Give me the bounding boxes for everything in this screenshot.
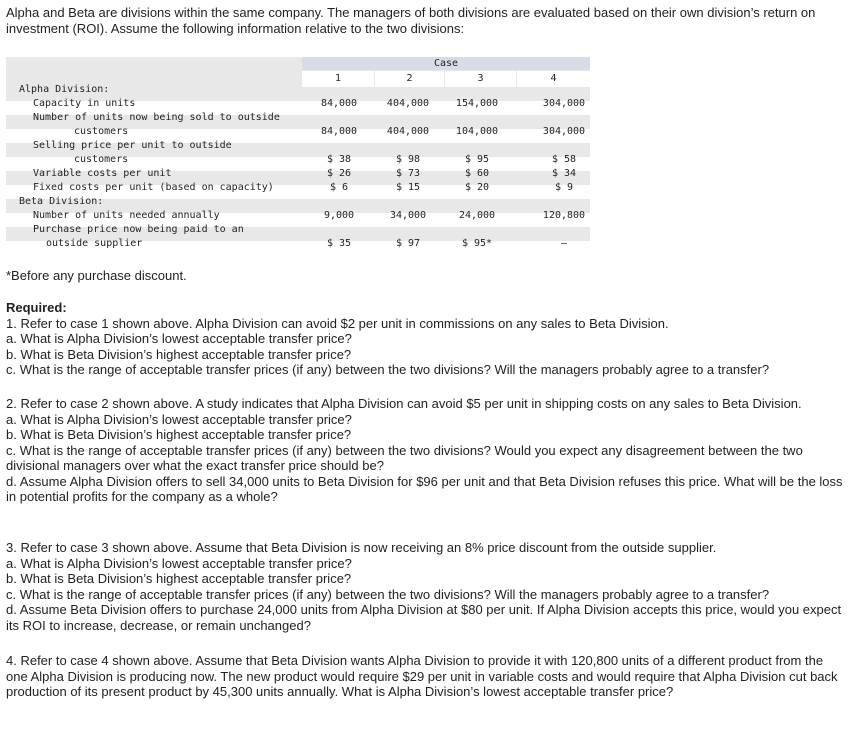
table-cell: 120,800 xyxy=(542,210,586,221)
question-text: 4. Refer to case 4 shown above. Assume that Beta Division wants Alpha Division to provide it with 120,800 units of a different product from the one Alpha Division is producing now. The new product would require $29 per unit in variable costs and would require that Alpha Division cut back production of its present product by 45,300 units annually. What is Alpha Division’s lowest acceptable transfer price? xyxy=(6,653,838,699)
data-table xyxy=(6,57,590,257)
intro-paragraph: Alpha and Beta are divisions within the same company. The managers of both divisions are evaluated based on their own division’s return on investment (ROI). Assume the following information relative to the two divisions: xyxy=(6,5,816,36)
row-label: outside supplier xyxy=(46,238,143,249)
table-cell: 304,000 xyxy=(542,98,586,109)
row-label: Number of units needed annually xyxy=(33,210,220,221)
footnote: *Before any purchase discount. xyxy=(6,268,187,283)
table-cell: $ 95 xyxy=(464,154,490,165)
table-cell: $ 34 xyxy=(551,168,577,179)
table-cell: $ 58 xyxy=(551,154,577,165)
required-section-4 xyxy=(6,653,848,700)
column-header: 1 xyxy=(302,71,374,87)
question-text: c. What is the range of acceptable transfer prices (if any) between the two divisions? Will the managers probably agree to a transfer? xyxy=(6,586,770,602)
question-text: b. What is Beta Division’s highest acceptable transfer price? xyxy=(6,427,352,442)
row-label: Selling price per unit to outside xyxy=(33,140,232,151)
beta-heading: Beta Division: xyxy=(19,196,104,207)
question-text: a. What is Alpha Division’s lowest acceptable transfer price? xyxy=(6,331,352,346)
question-text: 2. Refer to case 2 shown above. A study indicates that Alpha Division can avoid $5 per unit in shipping costs on any sales to Beta Division. xyxy=(6,396,802,411)
question-text: b. What is Beta Division’s highest acceptable transfer price? xyxy=(6,346,352,362)
row-label: Number of units now being sold to outside xyxy=(33,112,280,123)
row-label: Capacity in units xyxy=(33,98,136,109)
table-cell: $ 97 xyxy=(395,238,421,249)
question-text: c. What is the range of acceptable transfer prices (if any) between the two divisions? Will the managers probably agree to a transfer? xyxy=(6,362,770,377)
question-text: d. Assume Beta Division offers to purchase 24,000 units from Alpha Division at $80 per unit. If Alpha Division accepts this price, would you expect its ROI to increase, decrease, or remain unchanged? xyxy=(6,602,842,633)
table-cell: 304,000 xyxy=(542,126,586,137)
question-text: 1. Refer to case 1 shown above. Alpha Division can avoid $2 per unit in commissions on any sales to Beta Division. xyxy=(6,315,669,331)
table-cell: $ 20 xyxy=(464,182,490,193)
column-header: 2 xyxy=(375,71,444,87)
table-cell: 84,000 xyxy=(320,126,358,137)
table-cell: $ 73 xyxy=(395,168,421,179)
required-section-3 xyxy=(6,540,848,633)
table-cell: $ 95* xyxy=(461,238,493,249)
alpha-heading: Alpha Division: xyxy=(19,84,110,95)
table-cell: 404,000 xyxy=(386,98,430,109)
row-label: Variable costs per unit xyxy=(33,168,172,179)
row-label: Fixed costs per unit (based on capacity) xyxy=(33,182,274,193)
table-cell: $ 98 xyxy=(395,154,421,165)
table-cell: 34,000 xyxy=(389,210,427,221)
table-cell: $ 6 xyxy=(329,182,349,193)
required-section-1 xyxy=(6,300,848,378)
case-header: Case xyxy=(302,57,590,70)
table-cell: 404,000 xyxy=(386,126,430,137)
table-cell: 24,000 xyxy=(458,210,496,221)
table-cell: $ 26 xyxy=(326,168,352,179)
required-section-2 xyxy=(6,396,848,505)
table-cell: 154,000 xyxy=(455,98,499,109)
table-cell: $ 15 xyxy=(395,182,421,193)
table-cell: 9,000 xyxy=(323,210,355,221)
table-cell: $ 35 xyxy=(326,238,352,249)
question-text: a. What is Alpha Division’s lowest acceptable transfer price? xyxy=(6,555,352,571)
table-cell: 84,000 xyxy=(320,98,358,109)
column-header: 3 xyxy=(445,71,516,87)
row-label: customers xyxy=(74,154,129,165)
table-cell: – xyxy=(560,238,568,249)
question-text: c. What is the range of acceptable transfer prices (if any) between the two divisions? Would you expect any disagreement between the two divisional managers over what the exact transfer price should be? xyxy=(6,442,803,473)
question-text: b. What is Beta Division’s highest acceptable transfer price? xyxy=(6,571,352,586)
table-cell: 104,000 xyxy=(455,126,499,137)
question-text: a. What is Alpha Division’s lowest acceptable transfer price? xyxy=(6,411,352,427)
question-text: 3. Refer to case 3 shown above. Assume that Beta Division is now receiving an 8% price discount from the outside supplier. xyxy=(6,540,717,555)
table-cell: $ 60 xyxy=(464,168,490,179)
table-cell: $ 9 xyxy=(554,182,574,193)
row-label: Purchase price now being paid to an xyxy=(33,224,244,235)
row-label: customers xyxy=(74,126,129,137)
table-cell: $ 38 xyxy=(326,154,352,165)
question-text: d. Assume Alpha Division offers to sell 34,000 units to Beta Division for $96 per unit and that Beta Division refuses this price. What will be the loss in potential profits for the company as a whole? xyxy=(6,473,843,504)
column-header: 4 xyxy=(517,71,590,87)
required-heading: Required: xyxy=(6,300,67,315)
